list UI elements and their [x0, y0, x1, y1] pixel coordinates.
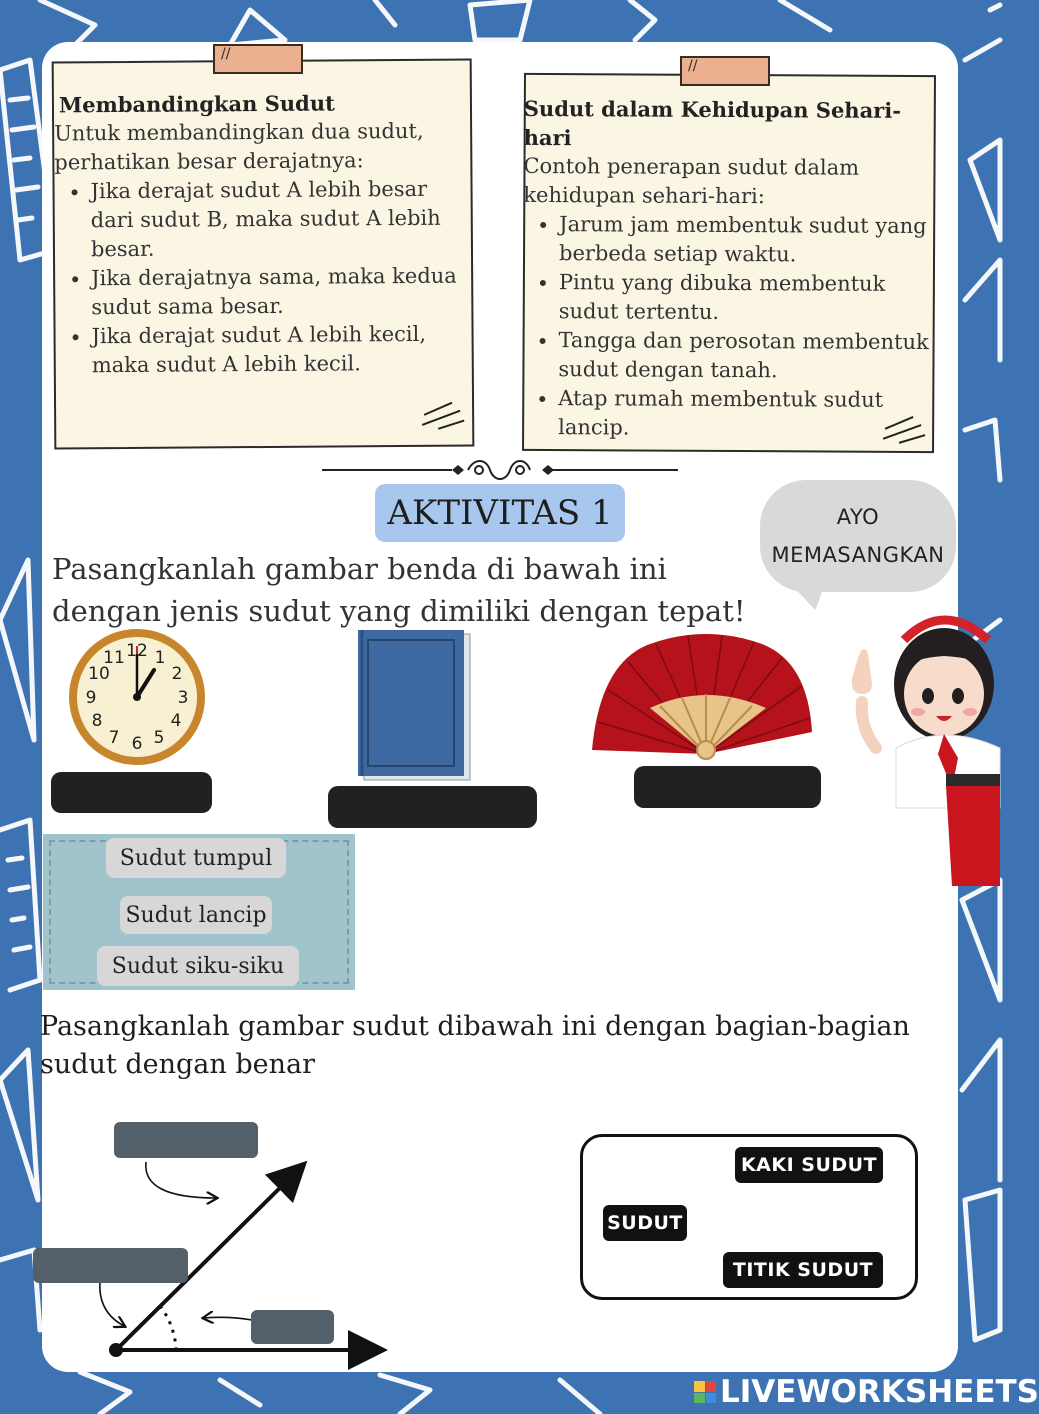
speech-bubble: [760, 480, 956, 592]
scribble-decoration: [418, 401, 466, 431]
girl-illustration: [846, 598, 1000, 890]
clock-number: 3: [177, 688, 189, 708]
tape-decoration: //: [680, 56, 770, 86]
clock-number: 1: [154, 648, 166, 668]
clock-icon: [66, 626, 208, 768]
choice-chip[interactable]: Sudut tumpul: [106, 838, 286, 878]
fan-icon: [590, 632, 814, 766]
note-bullet-list: [522, 210, 935, 444]
list-item: • Jika derajat sudut A lebih kecil, maka sudut A lebih kecil.: [91, 320, 475, 381]
answer-drop-box-clock[interactable]: [51, 772, 212, 813]
clock-number: 2: [171, 664, 183, 684]
speech-bubble-line: AYO: [836, 505, 880, 529]
clock-number: 12: [126, 641, 148, 661]
angle-part-slot[interactable]: [114, 1122, 258, 1158]
book-icon: [356, 630, 474, 782]
tape-decoration: //: [213, 44, 303, 74]
clock-number: 6: [131, 734, 143, 754]
liveworksheets-logo-icon: [694, 1381, 716, 1403]
choices-panel: [43, 834, 355, 990]
activity-badge: AKTIVITAS 1: [375, 484, 625, 542]
scribble-decoration: [879, 415, 927, 445]
clock-number: 10: [88, 664, 110, 684]
list-item: • Jarum jam membentuk sudut yang berbeda setiap waktu.: [559, 210, 935, 270]
label-chip[interactable]: SUDUT: [603, 1205, 687, 1241]
list-item: • Jika derajat sudut A lebih besar dari sudut B, maka sudut A lebih besar.: [90, 175, 475, 265]
clock-number: 9: [85, 688, 97, 708]
angle-labels-panel: [580, 1134, 918, 1300]
choice-chip[interactable]: Sudut siku-siku: [97, 946, 299, 986]
answer-drop-box-fan[interactable]: [634, 766, 821, 808]
note-title: Sudut dalam Kehidupan Sehari-hari: [523, 95, 902, 151]
clock-number: 11: [103, 648, 125, 668]
angle-part-slot[interactable]: [251, 1310, 334, 1344]
clock-number: 7: [108, 728, 120, 748]
note-bullet-list: [54, 175, 475, 381]
note-title: Membandingkan Sudut: [58, 90, 335, 118]
note-angles-daily-life: [522, 73, 936, 453]
list-item: • Pintu yang dibuka membentuk sudut tertentu.: [559, 268, 935, 328]
clock-number: 8: [91, 711, 103, 731]
clock-number: 4: [170, 711, 182, 731]
list-item: • Tangga dan perosotan membentuk sudut dengan tanah.: [558, 326, 934, 386]
ornament-divider: [322, 456, 678, 484]
list-item: • Jika derajatnya sama, maka kedua sudut sama besar.: [91, 262, 475, 323]
label-chip[interactable]: KAKI SUDUT: [735, 1147, 883, 1183]
answer-drop-box-book[interactable]: [328, 786, 537, 828]
note-intro: Untuk membandingkan dua sudut, perhatikan besar derajatnya:: [54, 118, 424, 175]
instruction-match-angle-parts: Pasangkanlah gambar sudut dibawah ini dengan bagian-bagian sudut dengan benar: [40, 1011, 910, 1080]
note-intro: Contoh penerapan sudut dalam kehidupan sehari-hari:: [523, 153, 860, 209]
angle-part-slot[interactable]: [33, 1248, 188, 1283]
list-item: • Atap rumah membentuk sudut lancip.: [558, 384, 934, 444]
label-chip[interactable]: TITIK SUDUT: [723, 1252, 883, 1288]
liveworksheets-watermark: [694, 1374, 1039, 1410]
instruction-match-objects: Pasangkanlah gambar benda di bawah ini dengan jenis sudut yang dimiliki dengan tepat!: [52, 552, 746, 628]
clock-number: 5: [153, 728, 165, 748]
speech-bubble-line: MEMASANGKAN: [771, 543, 945, 567]
choice-chip[interactable]: Sudut lancip: [120, 896, 272, 934]
watermark-text: LIVEWORKSHEETS: [720, 1374, 1039, 1410]
note-comparing-angles: [52, 59, 475, 450]
